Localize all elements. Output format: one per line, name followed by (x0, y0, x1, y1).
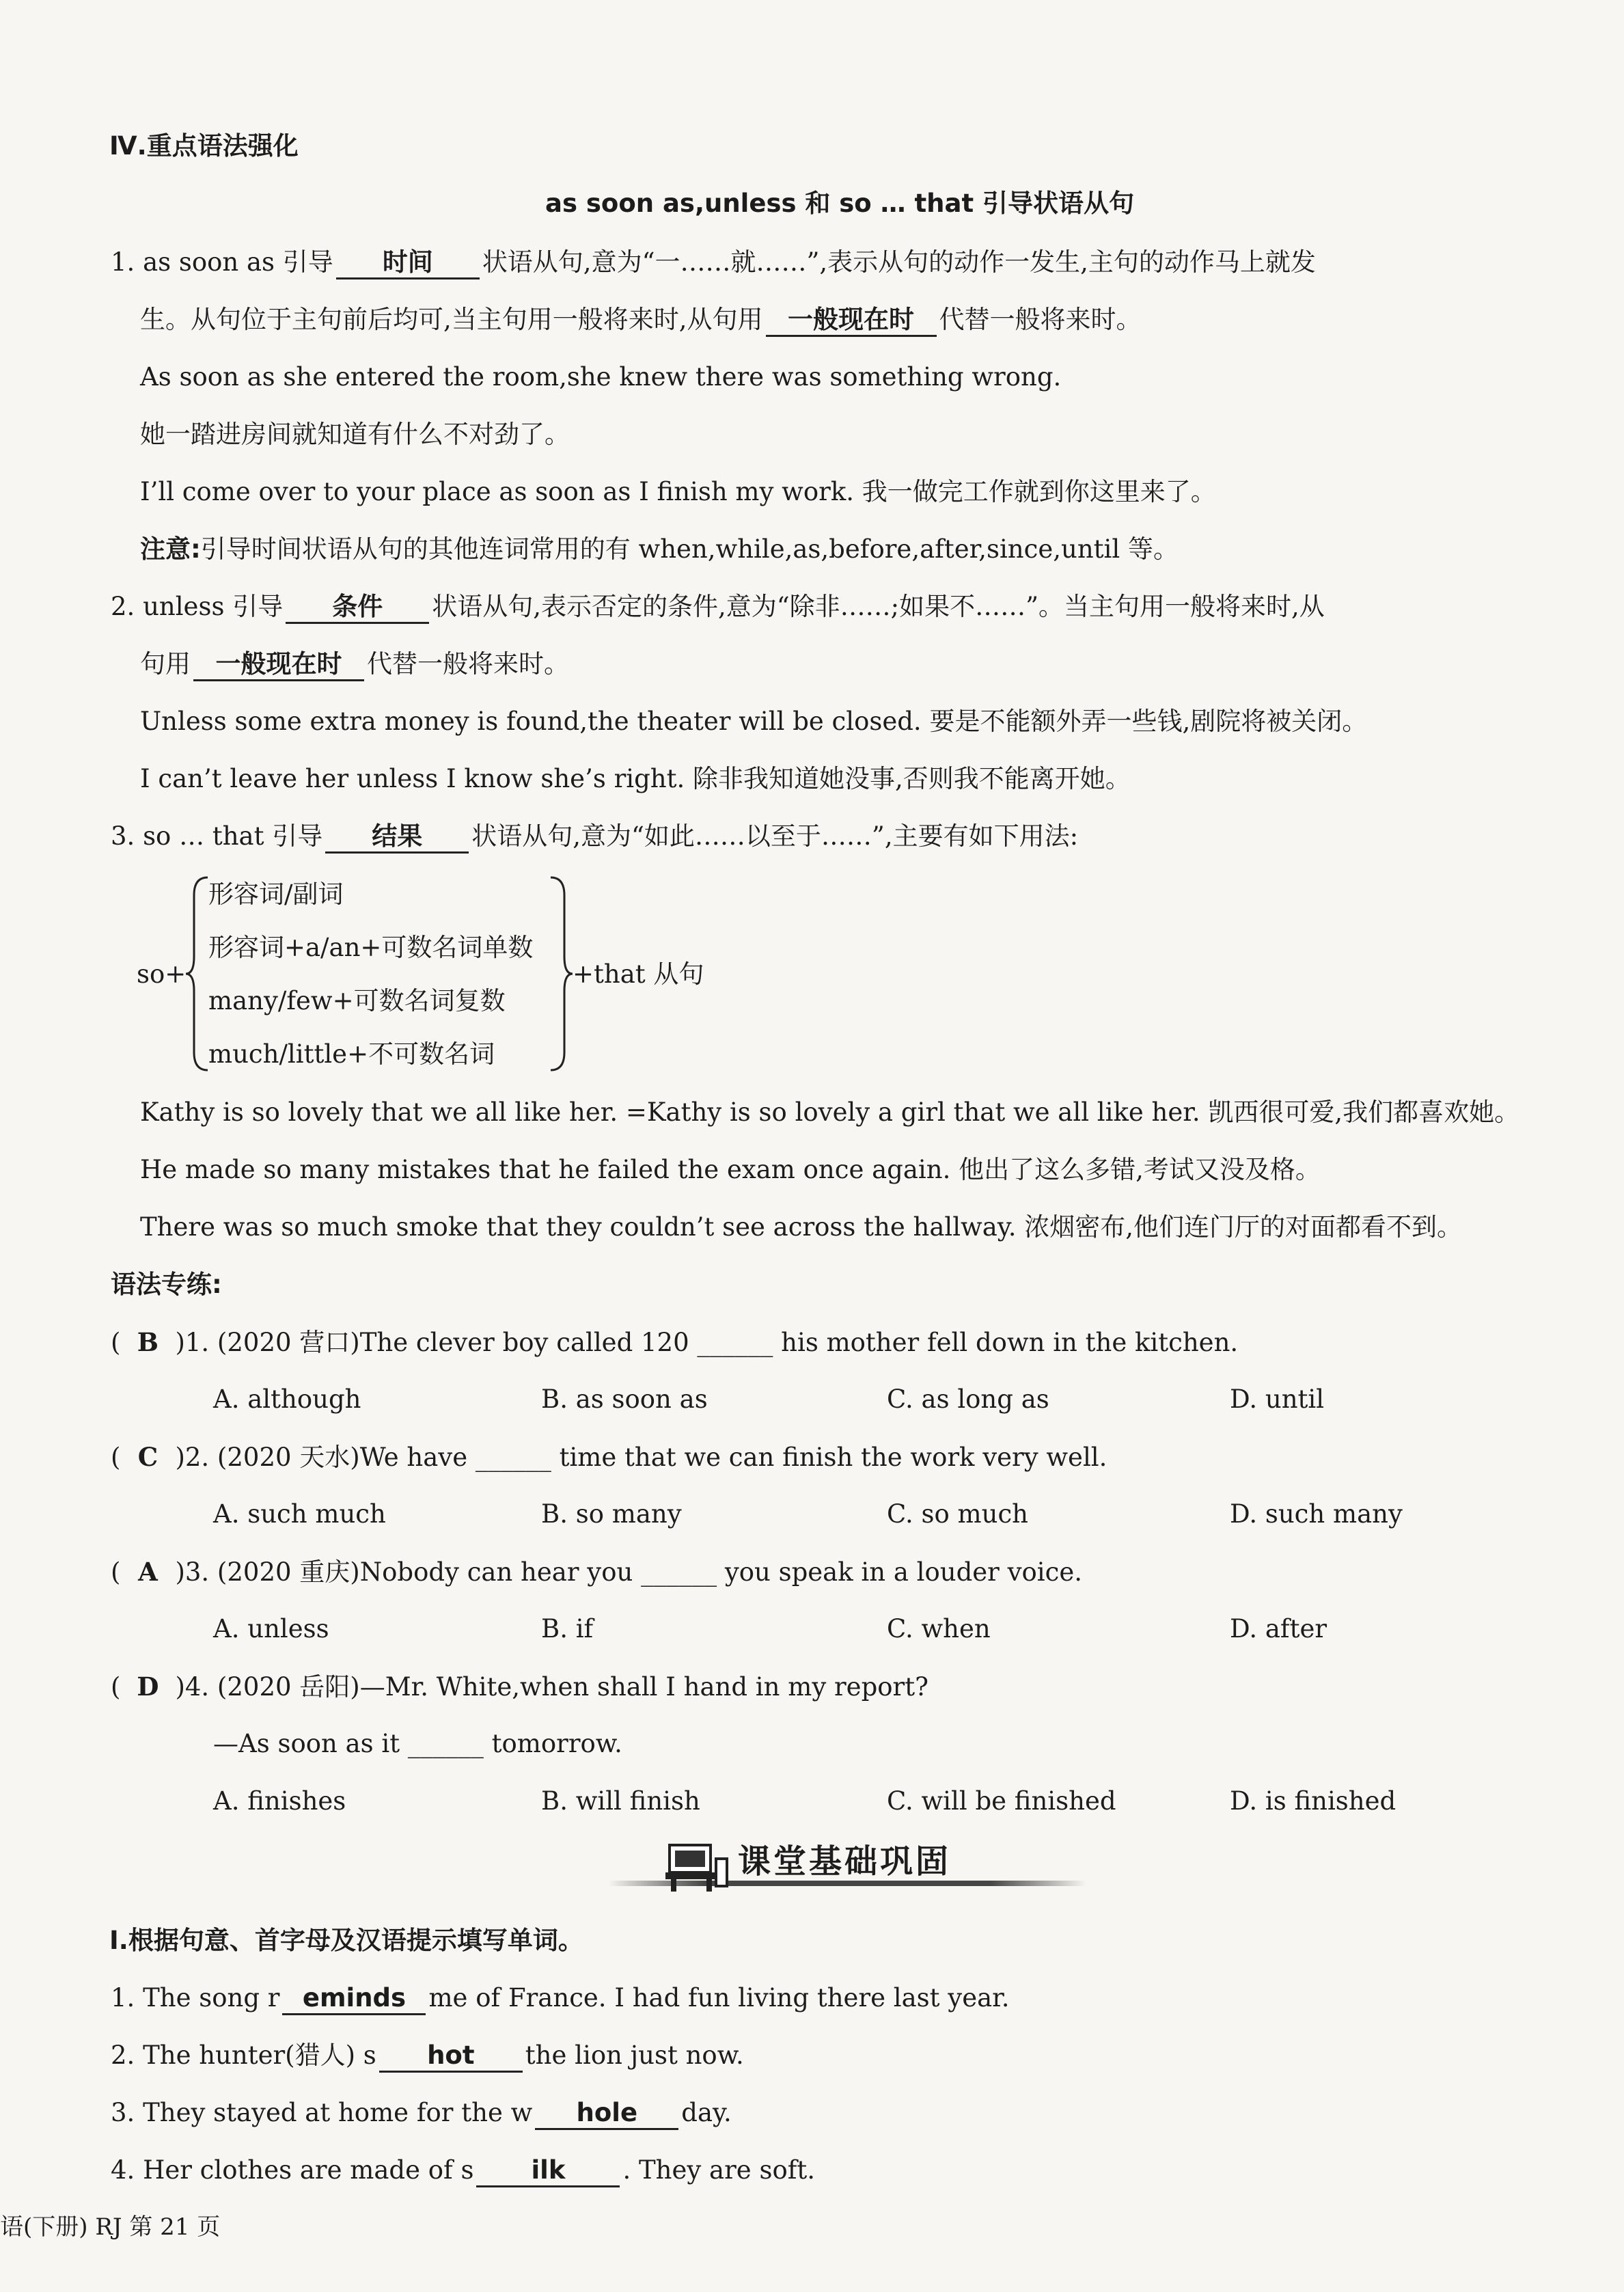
brace-left-label: so+ (137, 959, 187, 989)
option: C. when (887, 1614, 991, 1643)
question-stem-continuation: —As soon as it ______ tomorrow. (213, 1729, 622, 1758)
question-answer: C (137, 1442, 159, 1472)
option: A. finishes (213, 1786, 346, 1816)
example-sentence: As soon as she entered the room,she knew there was something wrong. (140, 362, 1062, 392)
question-stem: ( A )3. (2020 重庆)Nobody can hear you ______ you speak in a louder voice. (111, 1554, 1082, 1590)
question-stem: ( C )2. (2020 天水)We have ______ time that we can finish the work very well. (111, 1439, 1107, 1475)
option: C. as long as (887, 1384, 1049, 1414)
option: B. so many (541, 1499, 682, 1529)
option: C. will be finished (887, 1786, 1116, 1816)
question-answer: D (137, 1672, 159, 1702)
example-sentence: There was so much smoke that they couldn’t see across the hallway. 浓烟密布,他们连门厅的对面都看不到。 (140, 1212, 1463, 1242)
fill-item: 1. The song r eminds me of France. I had fun living there last year. (111, 1980, 1010, 2016)
right-brace-icon (547, 875, 574, 1073)
option: B. if (541, 1614, 594, 1643)
section-heading: Ⅳ.重点语法强化 (109, 131, 299, 161)
point3-line1: 3. so … that 引导 结果 状语从句,意为“如此……以至于……”,主要有如下用法: (111, 819, 1078, 854)
note: 注意:引导时间状语从句的其他连词常用的有 when,while,as,before,after,since,until 等。 (140, 534, 1179, 564)
option: B. will finish (541, 1786, 700, 1816)
example-sentence: I’ll come over to your place as soon as I finish my work. 我一做完工作就到你这里来了。 (140, 477, 1216, 506)
answer-blank: 一般现在时 (193, 649, 364, 681)
answer-blank: 时间 (336, 247, 480, 279)
question-answer: A (138, 1557, 158, 1587)
note-label: 注意: (140, 534, 201, 564)
option: A. unless (213, 1614, 329, 1643)
point2-line1: 2. unless 引导 条件 状语从句,表示否定的条件,意为“除非……;如果不……”。当主句用一般将来时,从 (111, 589, 1325, 625)
question-stem: ( B )1. (2020 营口)The clever boy called 120 ______ his mother fell down in the kitchen. (111, 1324, 1238, 1361)
point2-line2: 句用 一般现在时 代替一般将来时。 (140, 646, 569, 682)
section-heading: Ⅰ.根据句意、首字母及汉语提示填写单词。 (109, 1926, 583, 1955)
example-sentence: I can’t leave her unless I know she’s right. 除非我知道她没事,否则我不能离开她。 (140, 764, 1131, 793)
example-translation: 她一踏进房间就知道有什么不对劲了。 (140, 420, 570, 449)
option: D. until (1230, 1384, 1325, 1414)
page-footer: 语(下册) RJ 第 21 页 (0, 2213, 221, 2241)
desk-icon (663, 1838, 731, 1893)
fill-item: 4. Her clothes are made of s ilk . They are soft. (111, 2153, 815, 2188)
example-sentence: He made so many mistakes that he failed the exam once again. 他出了这么多错,考试又没及格。 (140, 1155, 1321, 1184)
answer-blank: hot (379, 2041, 523, 2073)
point1-line1: 1. as soon as 引导 时间 状语从句,意为“一……就……”,表示从句的动作一发生,主句的动作马上就发 (111, 245, 1316, 280)
option: A. although (213, 1384, 361, 1414)
brace-item: 形容词+a/an+可数名词单数 (208, 933, 534, 962)
question-stem: ( D )4. (2020 岳阳)—Mr. White,when shall I hand in my report? (111, 1669, 928, 1705)
option: A. such much (213, 1499, 386, 1529)
fill-item: 3. They stayed at home for the w hole day. (111, 2095, 732, 2131)
option: C. so much (887, 1499, 1029, 1529)
answer-blank: ilk (476, 2155, 620, 2187)
option: B. as soon as (541, 1384, 708, 1414)
example-sentence: Kathy is so lovely that we all like her. =Kathy is so lovely a girl that we all like her. 凯西很可爱,我们都喜欢她。 (140, 1097, 1520, 1127)
answer-blank: 条件 (286, 592, 429, 624)
answer-blank: hole (535, 2098, 678, 2130)
brace-item: many/few+可数名词复数 (208, 986, 506, 1015)
brace-right-label: +that 从句 (573, 959, 704, 989)
brace-item: 形容词/副词 (208, 879, 344, 909)
answer-blank: 结果 (325, 821, 469, 854)
example-sentence: Unless some extra money is found,the theater will be closed. 要是不能额外弄一些钱,剧院将被关闭。 (140, 707, 1368, 736)
left-brace-icon (184, 875, 212, 1073)
option: D. after (1230, 1614, 1327, 1643)
answer-blank: 一般现在时 (766, 305, 937, 337)
practice-label: 语法专练: (111, 1270, 222, 1299)
banner-title: 课堂基础巩固 (738, 1842, 952, 1881)
answer-blank: eminds (282, 1983, 426, 2015)
fill-item: 2. The hunter(猎人) s hot the lion just now. (111, 2038, 744, 2073)
section-banner (608, 1838, 1086, 1900)
brace-item: much/little+不可数名词 (208, 1039, 495, 1069)
section-subheading: as soon as,unless 和 so … that 引导状语从句 (545, 189, 1135, 218)
option: D. such many (1230, 1499, 1403, 1529)
option: D. is finished (1230, 1786, 1396, 1816)
question-answer: B (137, 1327, 159, 1357)
point1-line2: 生。从句位于主句前后均可,当主句用一般将来时,从句用 一般现在时 代替一般将来时。 (140, 302, 1142, 338)
